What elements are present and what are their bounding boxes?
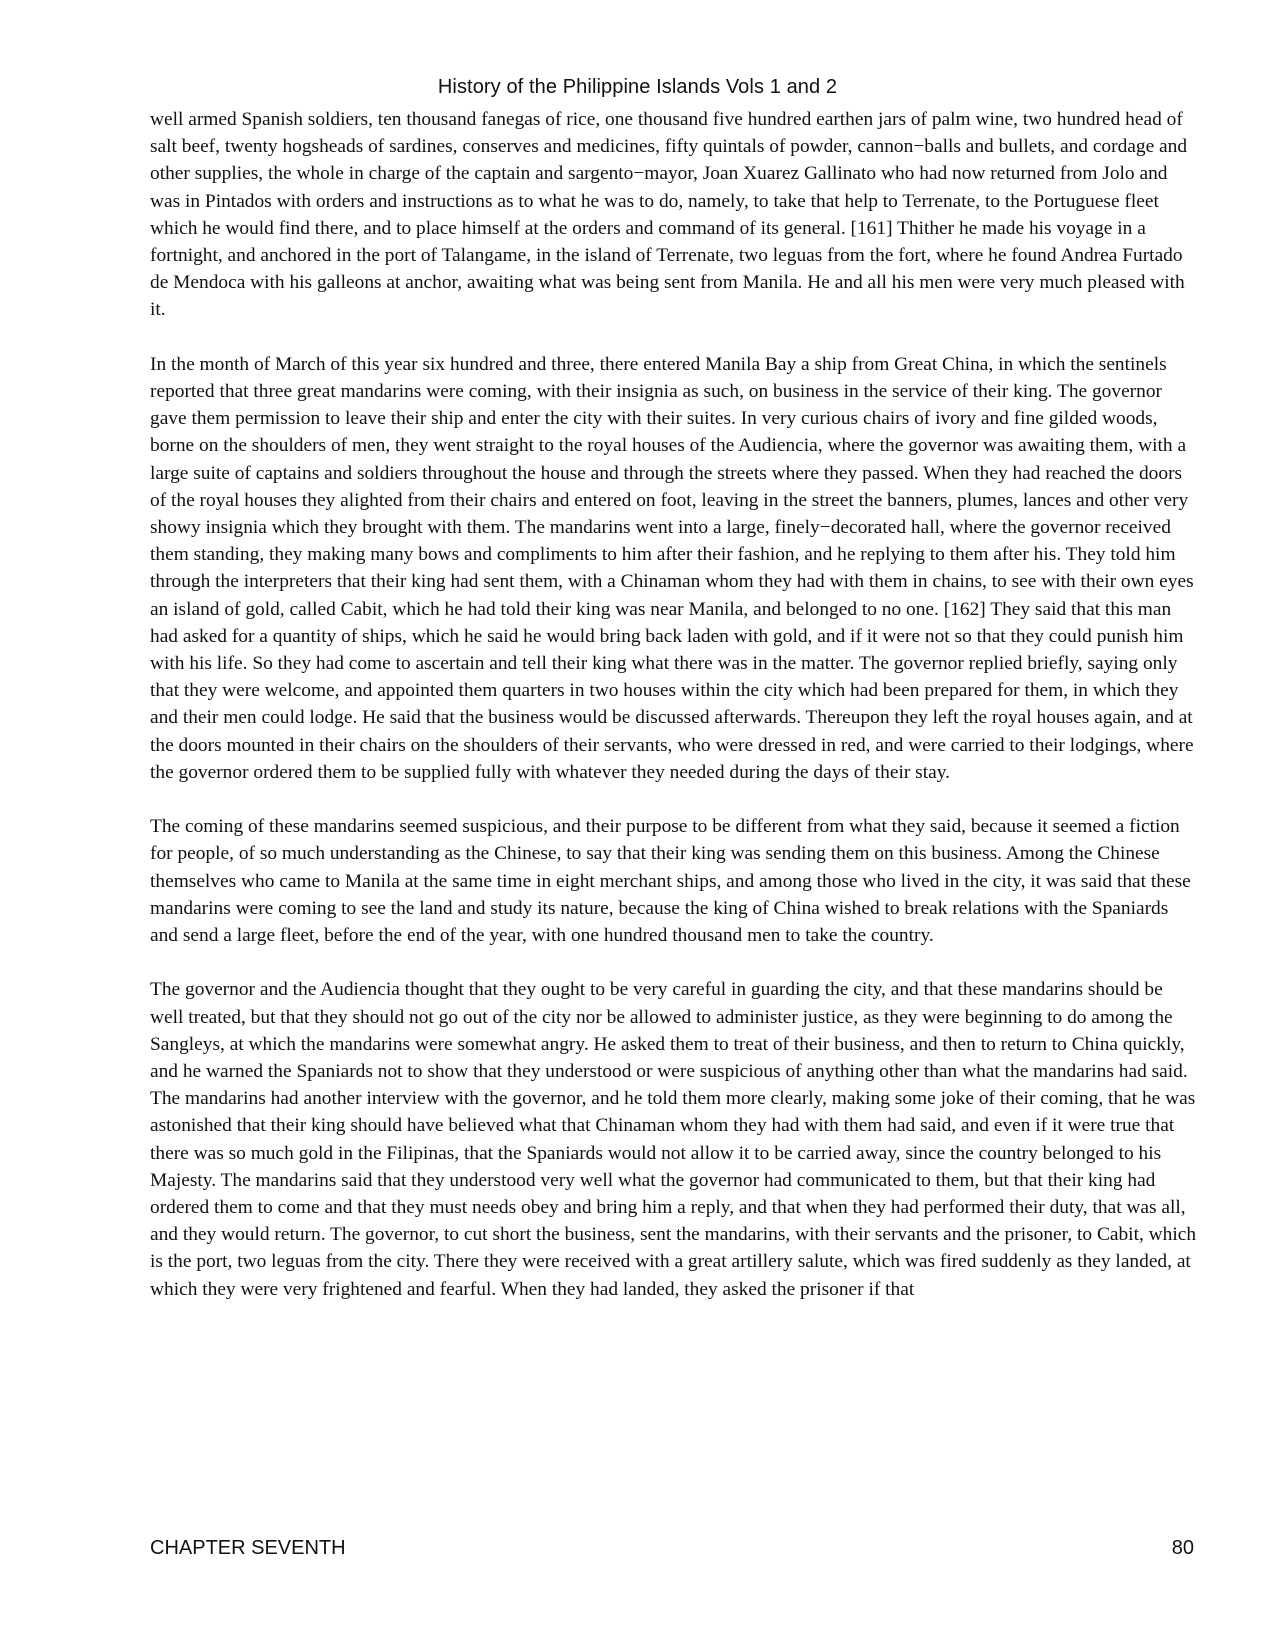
paragraph: In the month of March of this year six hundred and three, there entered Manila Bay a ship from Great China, in which the sentinels reported that three great mandarins were coming, with their insignia as such, on business in the service of their king. The governor gave them permission to leave their ship and enter the city with their suites. In very curious chairs of ivory and fine gilded woods, borne on the shoulders of men, they went straight to the royal houses of the Audiencia, where the governor was awaiting them, with a large suite of captains and soldiers throughout the house and through the streets where they passed. When they had reached the doors of the royal houses they alighted from their chairs and entered on foot, leaving in the street the banners, plumes, lances and other very showy insignia which they brought with them. The mandarins went into a large, finely−decorated hall, where the governor received them standing, they making many bows and compliments to him after their fashion, and he replying to them after his. They told him through the interpreters that their king had sent them, with a Chinaman whom they had with them in chains, to see with their own eyes an island of gold, called Cabit, which he had told their king was near Manila, and belonged to no one. [162] They said that this man had asked for a quantity of ships, which he said he would bring back laden with gold, and if it were not so that they could punish him with his life. So they had come to ascertain and tell their king what there was in the matter. The governor replied briefly, saying only that they were welcome, and appointed them quarters in two houses within the city which had been prepared for them, in which they and their men could lodge. He said that the business would be discussed afterwards. Thereupon they left the royal houses again, and at the doors mounted in their chairs on the shoulders of their servants, who were dressed in red, and were carried to their lodgings, where the governor ordered them to be supplied fully with whatever they needed during the days of their stay. — [150, 353, 1194, 783]
paragraph: The governor and the Audiencia thought that they ought to be very careful in guarding the city, and that these mandarins should be well treated, but that they should not go out of the city nor be allowed to administer justice, as they were beginning to do among the Sangleys, at which the mandarins were somewhat angry. He asked them to treat of their business, and then to return to China quickly, and he warned the Spaniards not to show that they understood or were suspicious of anything other than what the mandarins had said. The mandarins had another interview with the governor, and he told them more clearly, making some joke of their coming, that he was astonished that their king should have believed what that Chinaman whom they had with them had said, and even if it were true that there was so much gold in the Filipinas, that the Spaniards would not allow it to be carried away, since the country belonged to his Majesty. The mandarins said that they understood very well what the governor had communicated to them, but that their king had ordered them to come and that they must needs obey and bring him a reply, and that when they had performed their duty, that was all, and they would return. The governor, to cut short the business, sent the mandarins, with their servants and the prisoner, to Cabit, which is the port, two leguas from the city. There they were received with a great artillery salute, which was fired suddenly as they landed, at which they were very frightened and fearful. When they had landed, they asked the prisoner if that — [150, 979, 1197, 1300]
footer-page-number: 80 — [1171, 1537, 1194, 1559]
page-body — [150, 106, 1200, 1330]
paragraph: The coming of these mandarins seemed suspicious, and their purpose to be different from what they said, because it seemed a fiction for people, of so much understanding as the Chinese, to say that their king was sending them on this business. Among the Chinese themselves who came to Manila at the same time in eight merchant ships, and among those who lived in the city, it was said that these mandarins were coming to see the land and study its nature, because the king of China wished to break relations with the Spaniards and send a large fleet, before the end of the year, with one hundred thousand men to take the country. — [150, 816, 1191, 947]
paragraph: well armed Spanish soldiers, ten thousand fanegas of rice, one thousand five hundred earthen jars of palm wine, two hundred head of salt beef, twenty hogsheads of sardines, conserves and medicines, fifty quintals of powder, cannon−balls and bullets, and cordage and other supplies, the whole in charge of the captain and sargento−mayor, Joan Xuarez Gallinato who had now returned from Jolo and was in Pintados with orders and instructions as to what he was to do, namely, to take that help to Terrenate, to the Portuguese fleet which he would find there, and to place himself at the orders and command of its general. [161] Thither he made his voyage in a fortnight, and anchored in the port of Talangame, in the island of Terrenate, two leguas from the fort, where he found Andrea Furtado de Mendoca with his galleons at anchor, awaiting what was being sent from Manila. He and all his men were very much pleased with it. — [150, 109, 1188, 321]
footer-chapter-title: CHAPTER SEVENTH — [150, 1537, 346, 1559]
running-header: History of the Philippine Islands Vols 1 and 2 — [437, 76, 838, 98]
